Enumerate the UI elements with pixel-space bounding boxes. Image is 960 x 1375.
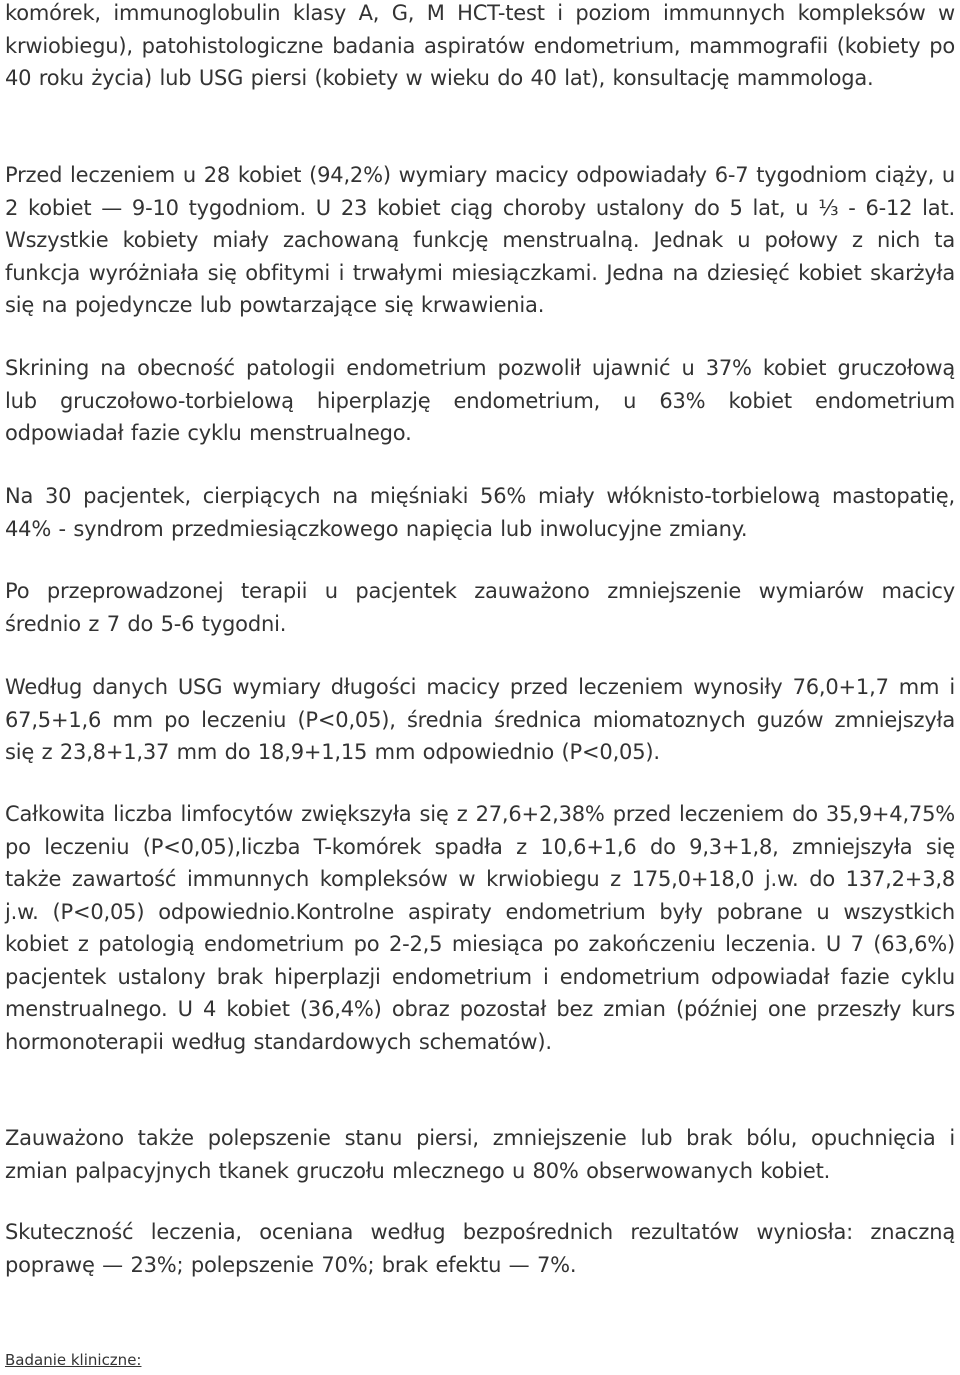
paragraph-usg-results: Według danych USG wymiary długości macicy przed leczeniem wynosiły 76,0+1,7 mm i 67,5+1,6 mm po leczeniu (P<0,05), średnia średnica miomatoznych guzów zmniejszyła się z 23,8+1,37 mm do 18,9+1,15 mm odpowiednio (P<0,05).: [5, 675, 955, 764]
clinical-trial-link[interactable]: Badanie kliniczne:: [5, 1351, 142, 1369]
paragraph-effectiveness: Skuteczność leczenia, oceniana według bezpośrednich rezultatów wyniosła: znaczną poprawę — 23%; polepszenie 70%; brak efektu — 7%.: [5, 1220, 955, 1277]
paragraph-before-treatment: Przed leczeniem u 28 kobiet (94,2%) wymiary macicy odpowiadały 6-7 tygodniom ciąży, u 2 kobiet — 9-10 tygodniom. U 23 kobiet ciąg choroby ustalony do 5 lat, u ⅓ - 6-12 lat. Wszystkie kobiety miały zachowaną funkcję menstrualną. Jednak u połowy z nich ta funkcja wyróżniała się obfitymi i trwałymi miesiączkami. Jedna na dziesięć kobiet skarżyła się na pojedyncze lub powtarzające się krwawienia.: [5, 163, 955, 317]
paragraph-lymphocytes: Całkowita liczba limfocytów zwiększyła się z 27,6+2,38% przed leczeniem do 35,9+4,75% po leczeniu (P<0,05),liczba T-komórek spadła z 10,6+1,6 do 9,3+1,8, zmniejszyła się także zawartość immunnych kompleksów w krwiobiegu z 175,0+18,0 j.w. do 137,2+3,8 j.w. (P<0,05) odpowiednio.Kontrolne aspiraty endometrium były pobrane u wszystkich kobiet z patologią endometrium po 2-2,5 miesiąca po zakończeniu leczenia. U 7 (63,6%) pacjentek ustalony brak hiperplazji endometrium i endometrium odpowiadał fazie cyklu menstrualnego. U 4 kobiet (36,4%) obraz pozostał bez zmian (później one przeszły kurs hormonoterapii według standardowych schematów).: [5, 802, 955, 1054]
paragraph-screening: Skrining na obecność patologii endometrium pozwolił ujawnić u 37% kobiet gruczołową lub gruczołowo-torbielową hiperplazję endometrium, u 63% kobiet endometrium odpowiadał fazie cyklu menstrualnego.: [5, 356, 955, 445]
paragraph-breast-improvement: Zauważono także polepszenie stanu piersi, zmniejszenie lub brak bólu, opuchnięcia i zmian palpacyjnych tkanek gruczołu mlecznego u 80% obserwowanych kobiet.: [5, 1126, 955, 1183]
paragraph-methods-continued: komórek, immunoglobulin klasy A, G, M HCT-test i poziom immunnych kompleksów w krwiobiegu), patohistologiczne badania aspiratów endometrium, mammografii (kobiety po 40 roku życia) lub USG piersi (kobiety w wieku do 40 lat), konsultację mammologa.: [5, 1, 955, 90]
paragraph-mastopathy: Na 30 pacjentek, cierpiących na mięśniaki 56% miały włóknisto-torbielową mastopatię, 44% - syndrom przedmiesiączkowego napięcia lub inwolucyjne zmiany.: [5, 484, 955, 541]
paragraph-uterus-reduction: Po przeprowadzonej terapii u pacjentek zauważono zmniejszenie wymiarów macicy średnio z 7 do 5-6 tygodni.: [5, 579, 955, 636]
